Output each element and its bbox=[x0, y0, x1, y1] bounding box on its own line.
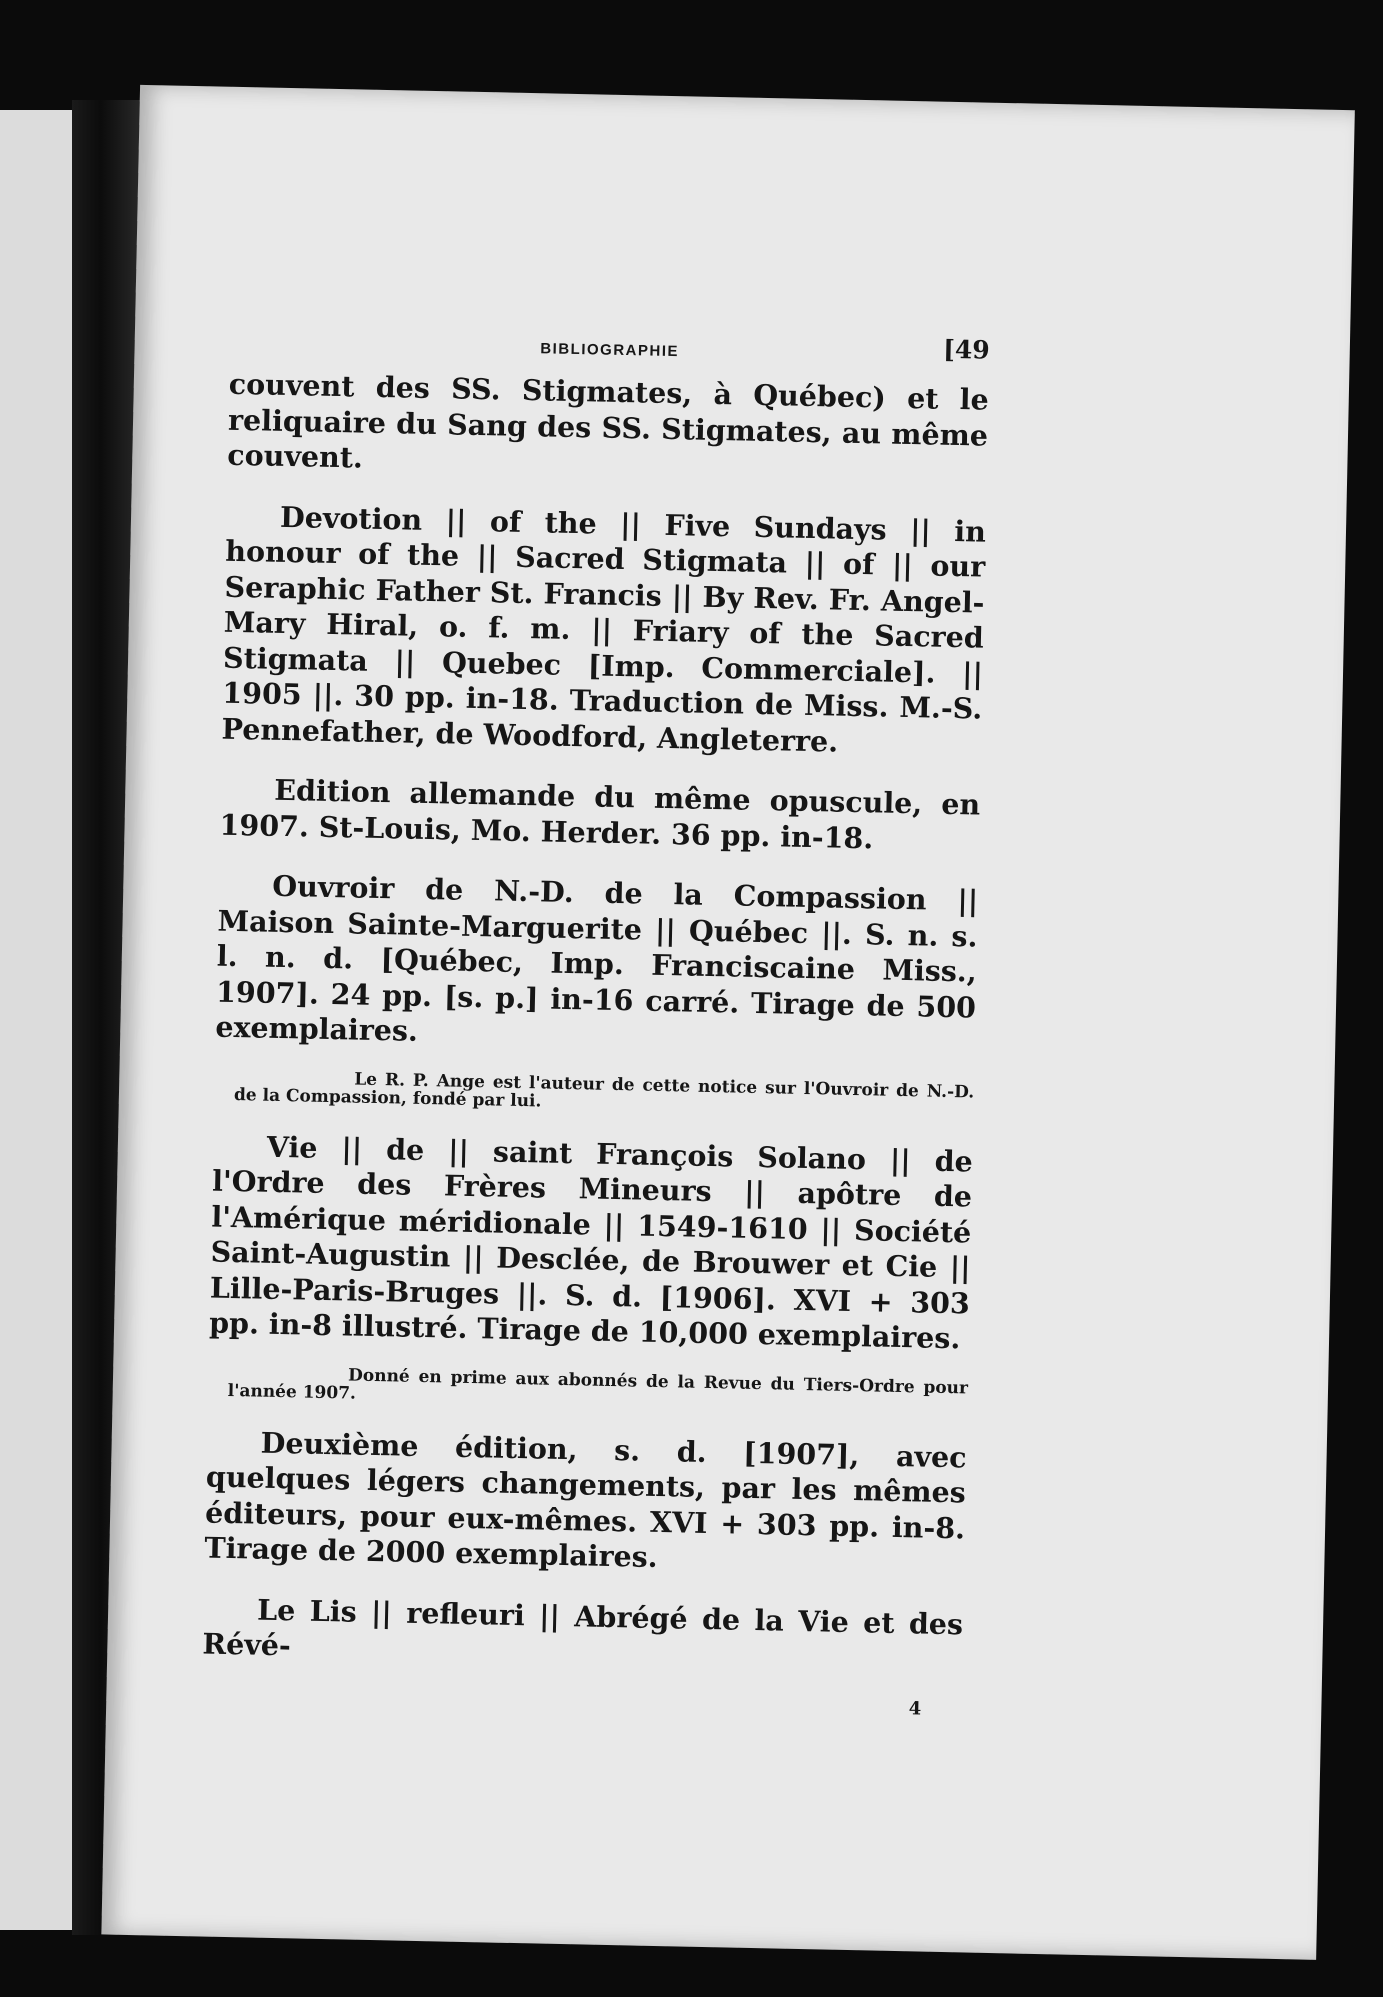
text-block bbox=[201, 317, 990, 1728]
entry-deuxieme-edition: Deuxième édition, s. d. [1907], avec quelques légers changements, par les mêmes éditeurs, pour eux-mêmes. XVI + 303 pp. in-8. Tirage de 2000 exemplaires. bbox=[204, 1425, 967, 1574]
entry-ouvroir: Ouvroir de N.-D. de la Compassion || Maison Sainte-Marguerite || Québec ||. S. n. s. l. n. d. [Québec, Imp. Franciscaine Miss., 1907]. 24 pp. [s. p.] in-16 carré. Tirage de 500 exemplaires. bbox=[215, 868, 979, 1048]
note-prime: Donné en prime aux abonnés de la Revue du Tiers-Ordre pour l'année 1907. bbox=[227, 1364, 969, 1404]
entry-le-lis: Le Lis || refleuri || Abrégé de la Vie et des Révé- bbox=[202, 1592, 964, 1663]
paragraph-continuation: couvent des SS. Stigmates, à Québec) et le reliquaire du Sang des SS. Stigmates, au même couvent. bbox=[227, 366, 990, 475]
entry-vie-solano: Vie || de || saint François Solano || de l'Ordre des Frères Mineurs || apôtre de l'Amérique méridionale || 1549-1610 || Société Saint-Augustin || Desclée, de Brouwer et Cie || Lille-Paris-Bruges ||. S. d. [1906]. XVI + 303 pp. in-8 illustré. Tirage de 10,000 exemplaires. bbox=[208, 1129, 974, 1356]
book-page bbox=[101, 85, 1354, 1960]
page-number: [49 bbox=[942, 334, 991, 365]
entry-edition-allemande: Edition allemande du même opuscule, en 1907. St-Louis, Mo. Herder. 36 pp. in-18. bbox=[219, 772, 981, 855]
note-ouvroir: Le R. P. Ange est l'auteur de cette notice sur l'Ouvroir de N.-D. de la Compassion, fondé par lui. bbox=[233, 1069, 975, 1111]
running-title: BIBLIOGRAPHIE bbox=[540, 340, 680, 361]
entry-devotion: Devotion || of the || Five Sundays || in honour of the || Sacred Stigmata || of || our Seraphic Father St. Francis || By Rev. Fr. Angel-Mary Hiral, o. f. m. || Friary of the Sacred Stigmata || Quebec [Imp. Commerciale]. || 1905 ||. 30 pp. in-18. Traduction de Miss. M.-S. Pennefather, de Woodford, Angleterre. bbox=[221, 499, 987, 759]
signature-mark: 4 bbox=[908, 1697, 922, 1720]
